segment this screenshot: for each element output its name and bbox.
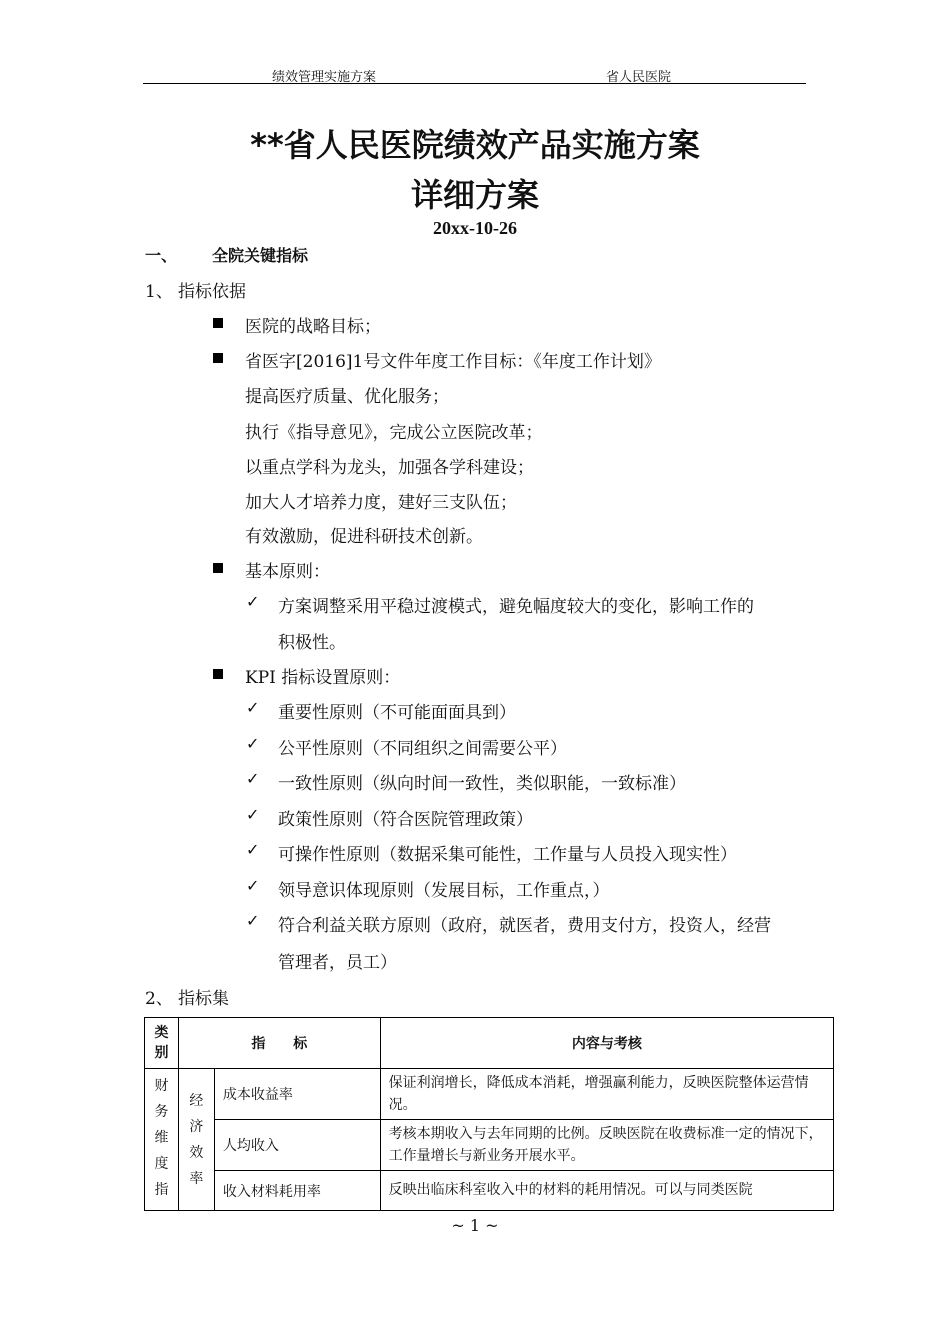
checkmark-icon: ✓ — [246, 805, 260, 824]
basis-item: 省医字[2016]1号文件年度工作目标：《年度工作计划》 — [245, 352, 661, 372]
goal-line: 执行《指导意见》，完成公立医院改革； — [245, 423, 543, 443]
kpi-principle-item: 公平性原则（不同组织之间需要公平） — [278, 739, 567, 759]
kpi-principle-item: 可操作性原则（数据采集可能性，工作量与人员投入现实性） — [278, 845, 737, 865]
header-rule — [143, 83, 806, 84]
header-indicator: 指 标 — [178, 1018, 380, 1069]
square-bullet-icon — [213, 669, 223, 679]
square-bullet-icon — [213, 318, 223, 328]
checkmark-icon: ✓ — [246, 698, 260, 717]
header-right: 省人民医院 — [606, 70, 672, 85]
header-left: 绩效管理实施方案 — [272, 70, 377, 85]
table-row — [145, 1120, 834, 1171]
indicator-name: 成本收益率 — [214, 1069, 380, 1120]
subsection-1-number: 1、 — [145, 282, 173, 302]
principle-text-cont: 积极性。 — [278, 633, 346, 653]
indicator-name: 人均收入 — [214, 1120, 380, 1171]
group-cell: 经 济 效 率 — [178, 1069, 214, 1211]
document-subtitle: 详细方案 — [410, 176, 539, 214]
header-category: 类 别 — [145, 1018, 179, 1069]
goal-line: 加大人才培养力度，建好三支队伍； — [245, 493, 517, 513]
indicator-description: 保证利润增长，降低成本消耗，增强赢利能力，反映医院整体运营情况。 — [380, 1069, 833, 1120]
basic-principle-heading: 基本原则： — [245, 562, 330, 582]
section-1-heading: 全院关键指标 — [212, 246, 309, 265]
kpi-principle-item: 符合利益关联方原则（政府，就医者，费用支付方，投资人，经营 — [278, 916, 771, 936]
document-title: **省人民医院绩效产品实施方案 — [250, 126, 700, 164]
checkmark-icon: ✓ — [246, 734, 260, 753]
checkmark-icon: ✓ — [246, 840, 260, 859]
basis-item: 医院的战略目标； — [245, 317, 381, 337]
checkmark-icon: ✓ — [246, 876, 260, 895]
goal-line: 有效激励，促进科研技术创新。 — [245, 527, 483, 547]
kpi-principle-item: 一致性原则（纵向时间一致性，类似职能，一致标准） — [278, 774, 686, 794]
subsection-1-heading: 指标依据 — [178, 282, 246, 302]
goal-line: 提高医疗质量、优化服务； — [245, 387, 449, 407]
subsection-2-number: 2、 — [145, 989, 173, 1009]
principle-text: 方案调整采用平稳过渡模式，避免幅度较大的变化，影响工作的 — [278, 597, 754, 617]
document-date: 20xx-10-26 — [433, 218, 517, 238]
kpi-principle-heading: KPI 指标设置原则： — [245, 668, 401, 688]
table-row — [145, 1171, 834, 1211]
square-bullet-icon — [213, 563, 223, 573]
kpi-principle-item: 政策性原则（符合医院管理政策） — [278, 810, 533, 830]
kpi-principle-item-cont: 管理者，员工） — [278, 953, 397, 973]
header-content: 内容与考核 — [380, 1018, 833, 1069]
kpi-principle-item: 重要性原则（不可能面面具到） — [278, 703, 516, 723]
goal-line: 以重点学科为龙头，加强各学科建设； — [245, 458, 534, 478]
indicator-description: 考核本期收入与去年同期的比例。反映医院在收费标准一定的情况下，工作量增长与新业务开展水平。 — [380, 1120, 833, 1171]
checkmark-icon: ✓ — [246, 911, 260, 930]
subsection-2-heading: 指标集 — [178, 989, 229, 1009]
table-row — [145, 1069, 834, 1120]
indicator-name: 收入材料耗用率 — [214, 1171, 380, 1211]
section-1-number: 一、 — [145, 246, 178, 265]
page-number: ~ 1 ~ — [451, 1216, 499, 1235]
indicator-description: 反映出临床科室收入中的材料的耗用情况。可以与同类医院 — [380, 1171, 833, 1211]
indicator-table — [144, 1017, 834, 1211]
square-bullet-icon — [213, 353, 223, 363]
table-header-row — [145, 1018, 834, 1069]
category-cell: 财 务 维 度 指 — [145, 1069, 179, 1211]
checkmark-icon: ✓ — [246, 769, 260, 788]
kpi-principle-item: 领导意识体现原则（发展目标，工作重点，） — [278, 881, 610, 901]
checkmark-icon: ✓ — [246, 592, 260, 611]
